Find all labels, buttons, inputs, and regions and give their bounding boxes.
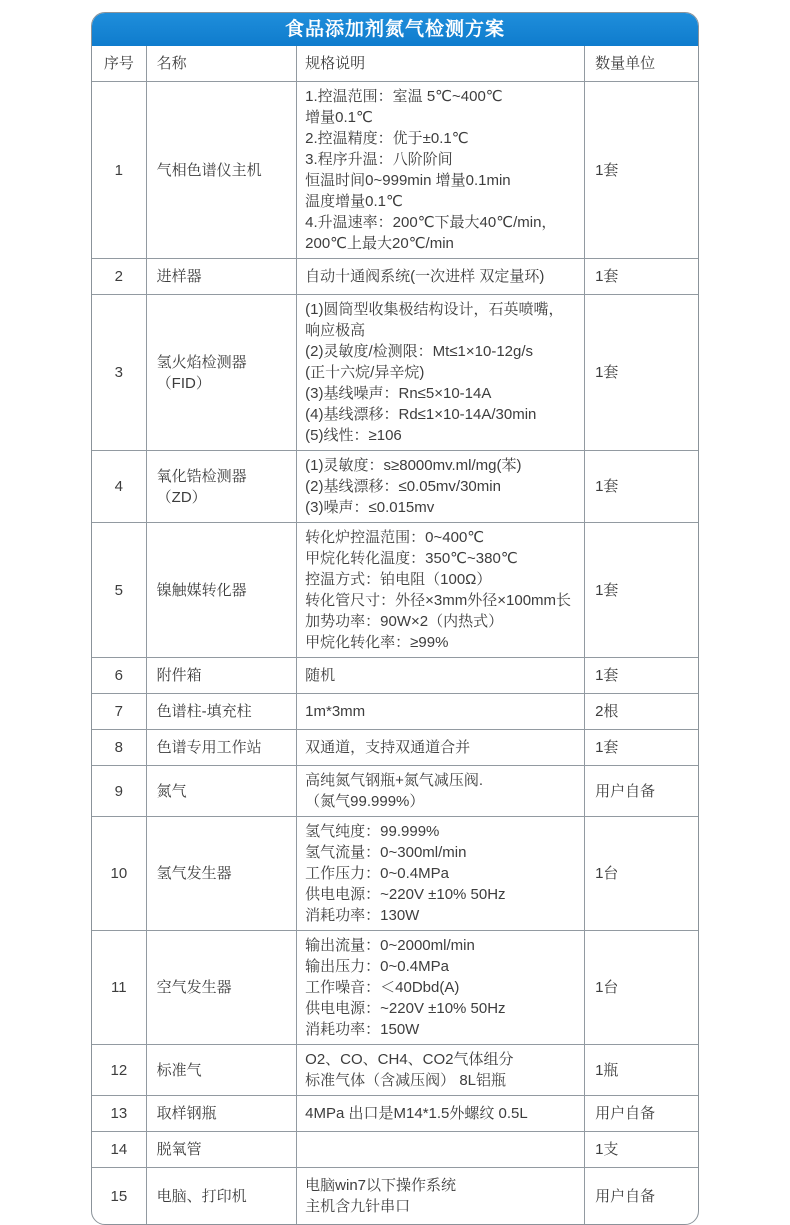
row-qty: 1套 xyxy=(585,730,698,766)
row-spec: O2、CO、CH4、CO2气体组分 标准气体（含减压阀） 8L铝瓶 xyxy=(297,1045,585,1096)
table-row xyxy=(92,259,698,295)
spec-table-card xyxy=(91,12,699,1225)
row-no: 2 xyxy=(92,259,146,295)
row-qty: 1台 xyxy=(585,931,698,1045)
row-no: 3 xyxy=(92,295,146,451)
row-spec: (1)灵敏度：s≥8000mv.ml/mg(苯) (2)基线漂移：≤0.05mv/30min (3)噪声：≤0.015mv xyxy=(297,451,585,523)
row-qty: 用户自备 xyxy=(585,766,698,817)
table-row xyxy=(92,82,698,259)
row-spec: 电脑win7以下操作系统 主机含九针串口 xyxy=(297,1168,585,1225)
row-no: 11 xyxy=(92,931,146,1045)
table-row xyxy=(92,766,698,817)
row-no: 10 xyxy=(92,817,146,931)
row-spec: 转化炉控温范围：0~400℃ 甲烷化转化温度：350℃~380℃ 控温方式：铂电阻（100Ω） 转化管尺寸：外径×3mm外径×100mm长 加势功率：90W×2（内热式） 甲烷化转化率：≥99% xyxy=(297,523,585,658)
row-no: 12 xyxy=(92,1045,146,1096)
table-row xyxy=(92,1168,698,1225)
row-name: 氧化锆检测器（ZD） xyxy=(146,451,296,523)
row-spec: 1m*3mm xyxy=(297,694,585,730)
row-spec: 自动十通阀系统(一次进样 双定量环) xyxy=(297,259,585,295)
table-row xyxy=(92,451,698,523)
row-no: 5 xyxy=(92,523,146,658)
table-row xyxy=(92,817,698,931)
table-row xyxy=(92,658,698,694)
row-no: 14 xyxy=(92,1132,146,1168)
row-no: 13 xyxy=(92,1096,146,1132)
header-row xyxy=(92,46,698,82)
row-name: 脱氧管 xyxy=(146,1132,296,1168)
row-name: 镍触媒转化器 xyxy=(146,523,296,658)
row-no: 6 xyxy=(92,658,146,694)
row-qty: 用户自备 xyxy=(585,1096,698,1132)
row-qty: 1套 xyxy=(585,658,698,694)
row-qty: 1套 xyxy=(585,82,698,259)
row-name: 色谱柱-填充柱 xyxy=(146,694,296,730)
row-spec: 输出流量：0~2000ml/min 输出压力：0~0.4MPa 工作噪音：＜40Dbd(A) 供电电源：~220V ±10% 50Hz 消耗功率：150W xyxy=(297,931,585,1045)
row-name: 标准气 xyxy=(146,1045,296,1096)
table-row xyxy=(92,1096,698,1132)
row-qty: 1套 xyxy=(585,523,698,658)
row-spec: (1)圆筒型收集极结构设计，石英喷嘴， 响应极高 (2)灵敏度/检测限：Mt≤1×10-12g/s (正十六烷/异辛烷) (3)基线噪声：Rn≤5×10-14A (4)基线漂移：Rd≤1×10-14A/30min (5)线性：≥106 xyxy=(297,295,585,451)
row-spec: 1.控温范围：室温 5℃~400℃ 增量0.1℃ 2.控温精度：优于±0.1℃ 3.程序升温：八阶阶间 恒温时间0~999min 增量0.1min 温度增量0.1℃ 4.升温速率：200℃下最大40℃/min， 200℃上最大20℃/min xyxy=(297,82,585,259)
row-qty: 用户自备 xyxy=(585,1168,698,1225)
table-title: 食品添加剂氮气检测方案 xyxy=(92,13,698,46)
table-row xyxy=(92,295,698,451)
row-name: 色谱专用工作站 xyxy=(146,730,296,766)
row-spec: 高纯氮气钢瓶+氮气减压阀. （氮气99.999%） xyxy=(297,766,585,817)
col-header-qty: 数量单位 xyxy=(585,46,698,82)
row-no: 4 xyxy=(92,451,146,523)
row-qty: 1套 xyxy=(585,451,698,523)
row-spec: 随机 xyxy=(297,658,585,694)
col-header-spec: 规格说明 xyxy=(297,46,585,82)
spec-table xyxy=(92,46,698,1224)
row-qty: 1瓶 xyxy=(585,1045,698,1096)
table-row xyxy=(92,931,698,1045)
table-row xyxy=(92,523,698,658)
row-no: 9 xyxy=(92,766,146,817)
row-no: 1 xyxy=(92,82,146,259)
row-name: 进样器 xyxy=(146,259,296,295)
table-row xyxy=(92,1132,698,1168)
row-name: 氢气发生器 xyxy=(146,817,296,931)
table-row xyxy=(92,1045,698,1096)
row-name: 氢火焰检测器（FID） xyxy=(146,295,296,451)
table-row xyxy=(92,694,698,730)
col-header-no: 序号 xyxy=(92,46,146,82)
row-no: 15 xyxy=(92,1168,146,1225)
row-no: 8 xyxy=(92,730,146,766)
row-qty: 2根 xyxy=(585,694,698,730)
row-qty: 1支 xyxy=(585,1132,698,1168)
row-spec: 双通道，支持双通道合并 xyxy=(297,730,585,766)
row-name: 附件箱 xyxy=(146,658,296,694)
row-no: 7 xyxy=(92,694,146,730)
row-qty: 1台 xyxy=(585,817,698,931)
row-qty: 1套 xyxy=(585,259,698,295)
row-name: 取样钢瓶 xyxy=(146,1096,296,1132)
row-name: 电脑、打印机 xyxy=(146,1168,296,1225)
row-spec: 4MPa 出口是M14*1.5外螺纹 0.5L xyxy=(297,1096,585,1132)
row-name: 氮气 xyxy=(146,766,296,817)
row-spec xyxy=(297,1132,585,1168)
table-row xyxy=(92,730,698,766)
row-qty: 1套 xyxy=(585,295,698,451)
row-name: 气相色谱仪主机 xyxy=(146,82,296,259)
row-spec: 氢气纯度：99.999% 氢气流量：0~300ml/min 工作压力：0~0.4MPa 供电电源：~220V ±10% 50Hz 消耗功率：130W xyxy=(297,817,585,931)
row-name: 空气发生器 xyxy=(146,931,296,1045)
col-header-name: 名称 xyxy=(146,46,296,82)
